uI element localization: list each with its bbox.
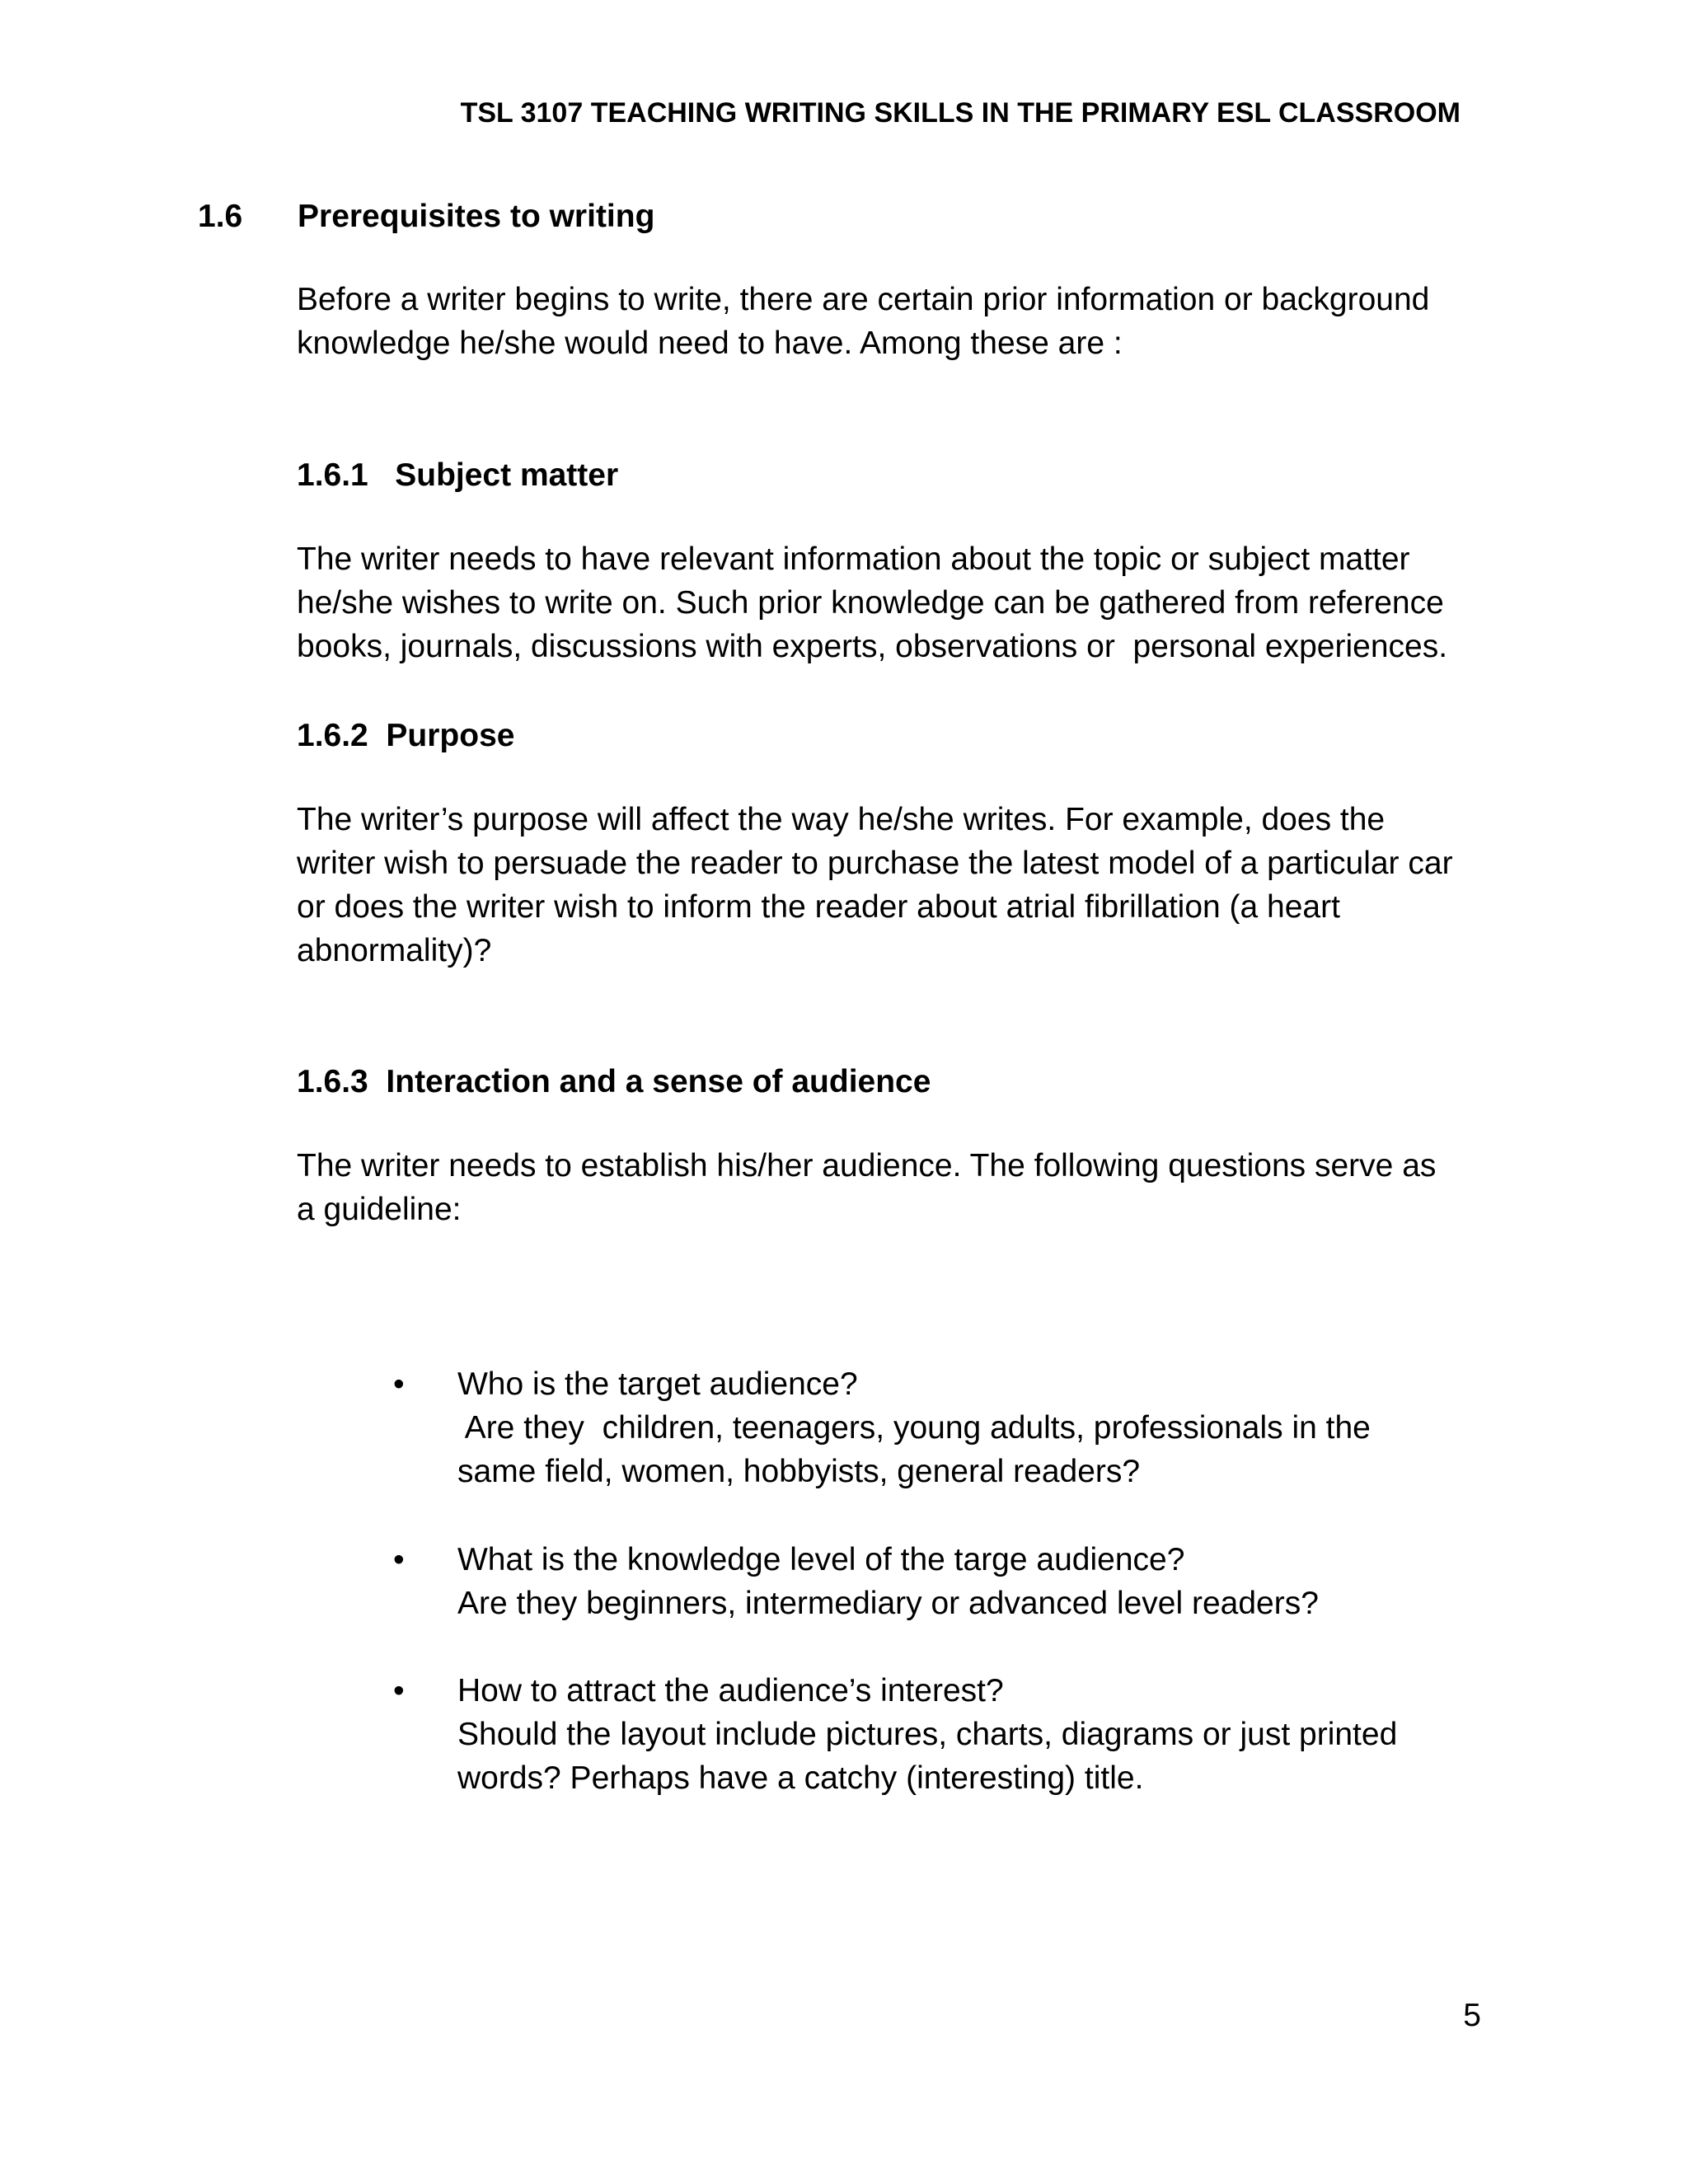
paragraph-line: a guideline: (297, 1192, 462, 1227)
list-item-text (457, 1538, 1504, 1625)
subject-matter-paragraph (297, 537, 1500, 668)
subsection-heading-subject-matter: 1.6.1 Subject matter (297, 457, 619, 493)
subsection-heading-purpose: 1.6.2 Purpose (297, 718, 515, 753)
list-item-line: Should the layout include pictures, charts, diagrams or just printed (457, 1717, 1398, 1752)
bullet-icon: • (393, 1542, 405, 1577)
list-item-line: Who is the target audience? (457, 1366, 858, 1402)
section-title: Prerequisites to writing (298, 199, 655, 234)
list-item-text (457, 1362, 1504, 1493)
purpose-paragraph (297, 798, 1500, 972)
paragraph-line: abnormality)? (297, 933, 492, 968)
intro-paragraph (297, 278, 1500, 365)
paragraph-line: The writer needs to have relevant information about the topic or subject matter (297, 541, 1410, 577)
running-header: TSL 3107 TEACHING WRITING SKILLS IN THE PRIMARY ESL CLASSROOM (460, 97, 1461, 129)
paragraph-line: Before a writer begins to write, there are certain prior information or background (297, 282, 1430, 317)
paragraph-line: The writer’s purpose will affect the way he/she writes. For example, does the (297, 802, 1386, 837)
bullet-icon: • (393, 1673, 405, 1708)
paragraph-line: The writer needs to establish his/her audience. The following questions serve as (297, 1148, 1437, 1183)
list-item-text (457, 1669, 1504, 1800)
list-item-line: same field, women, hobbyists, general readers? (457, 1454, 1141, 1489)
list-item-line: Are they beginners, intermediary or advanced level readers? (457, 1586, 1319, 1621)
paragraph-line: knowledge he/she would need to have. Among these are : (297, 326, 1123, 361)
list-item-line: Are they children, teenagers, young adults, professionals in the (457, 1410, 1371, 1446)
paragraph-line: or does the writer wish to inform the reader about atrial fibrillation (a heart (297, 889, 1340, 925)
paragraph-line: writer wish to persuade the reader to purchase the latest model of a particular car (297, 846, 1453, 881)
page-number: 5 (1463, 1998, 1481, 2033)
subsection-heading-audience: 1.6.3 Interaction and a sense of audience (297, 1064, 931, 1099)
bullet-icon: • (393, 1366, 405, 1402)
audience-paragraph (297, 1144, 1500, 1231)
section-heading (198, 199, 654, 235)
section-number: 1.6 (198, 199, 243, 234)
list-item-line: What is the knowledge level of the targe audience? (457, 1542, 1185, 1577)
paragraph-line: he/she wishes to write on. Such prior knowledge can be gathered from reference (297, 585, 1444, 621)
list-item-line: How to attract the audience’s interest? (457, 1673, 1004, 1708)
paragraph-line: books, journals, discussions with experts, observations or personal experiences. (297, 629, 1448, 664)
list-item-line: words? Perhaps have a catchy (interesting) title. (457, 1760, 1144, 1796)
